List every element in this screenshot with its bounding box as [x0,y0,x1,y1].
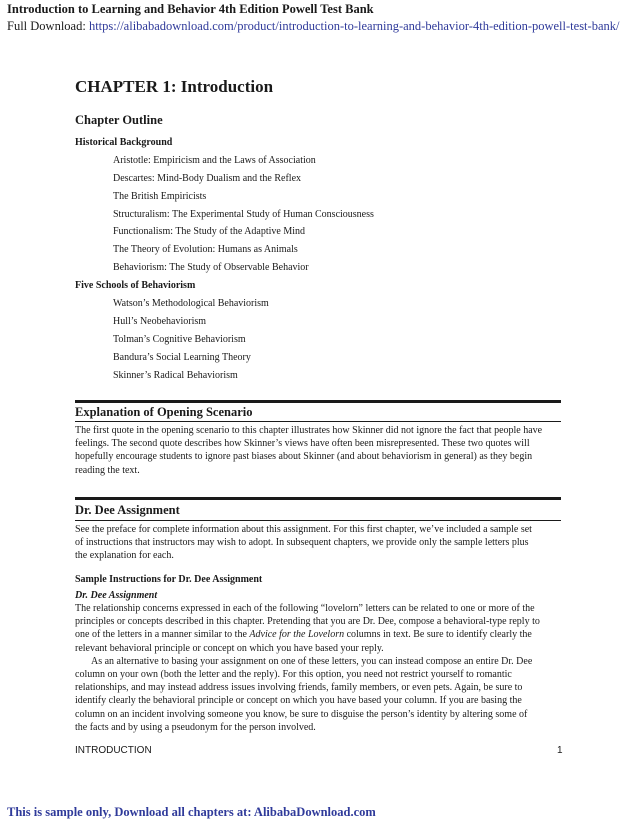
outline-item: The Theory of Evolution: Humans as Animals [113,244,298,255]
bottom-download-banner[interactable]: This is sample only, Download all chapters at: AlibabaDownload.com [7,805,376,819]
sample-instructions-heading: Sample Instructions for Dr. Dee Assignment [75,574,263,585]
section-rule-thin [75,421,561,422]
opening-paragraph [75,424,561,477]
assignment-subheading: Dr. Dee Assignment [75,590,158,601]
outline-item: Descartes: Mind-Body Dualism and the Reflex [113,173,302,184]
banner-title: Introduction to Learning and Behavior 4th Edition Powell Test Bank [7,2,374,16]
outline-section-schools: Five Schools of Behaviorism [75,280,196,291]
outline-item: Bandura’s Social Learning Theory [113,352,251,363]
text-line: The first quote in the opening scenario to this chapter illustrates how Skinner did not ignore the fact that people have [75,425,543,436]
outline-item: Behaviorism: The Study of Observable Behavior [113,262,309,273]
text-line: column on an incident involving someone you know, be sure to disguise the person’s identity by altering some of [75,708,528,720]
outline-heading: Chapter Outline [75,113,163,127]
text-line: the facts and by using a pseudonym for the person involved. [75,721,316,733]
outline-item: Functionalism: The Study of the Adaptive Mind [113,226,306,237]
text-line: reading the text. [75,464,140,476]
text-fragment: one of the letters in a manner similar to the [75,629,250,641]
text-line: The relationship concerns expressed in each of the following “lovelorn” letters can be related to one or more of the [75,603,535,614]
dee-body-paragraph [75,602,561,734]
text-line: relationships, and may instead address issues involving friends, family members, or even pets. Again, be sure to [75,682,523,694]
opening-heading: Explanation of Opening Scenario [75,405,253,419]
text-line: the explanation for each. [75,550,174,562]
outline-item: The British Empiricists [113,191,207,202]
text-line: relevant behavioral principle or concept on which you have based your reply. [75,642,384,654]
section-rule [75,497,561,500]
text-line: As an alternative to basing your assignment on one of these letters, you can instead compose an entire Dr. Dee [91,655,533,667]
footer-section-label: INTRODUCTION [75,745,152,756]
outline-section-historical: Historical Background [75,137,173,148]
outline-item: Tolman’s Cognitive Behaviorism [113,334,246,345]
banner-download [7,19,619,34]
text-line: of instructions that instructors may wish to adopt. In subsequent chapters, we provide only the sample letters plus [75,537,529,549]
download-link[interactable]: https://alibabadownload.com/product/introduction-to-learning-and-behavior-4th-edition-powell-test-bank/ [88,19,620,33]
outline-item: Skinner’s Radical Behaviorism [113,370,238,381]
text-fragment: columns in text. Be sure to identify clearly the [344,629,532,641]
text-line: feelings. The second quote describes how Skinner’s views have often been misrepresented. These two quotes will [75,438,530,450]
section-rule [75,400,561,403]
chapter-title: CHAPTER 1: Introduction [75,77,274,96]
text-line: hopefully encourage students to ignore past biases about Skinner (and about behaviorism in general) as they begin [75,451,533,463]
section-rule-thin [75,520,561,521]
outline-item: Aristotle: Empiricism and the Laws of Association [113,155,316,166]
outline-item: Structuralism: The Experimental Study of Human Consciousness [113,209,374,220]
text-line: See the preface for complete information about this assignment. For this first chapter, we’ve included a sample set [75,524,532,535]
text-line: column on your own (both the letter and the reply). For this option, you need not restrict yourself to romantic [75,669,512,681]
page-number: 1 [557,745,563,756]
text-line-with-italic [75,628,561,641]
dee-intro-paragraph [75,523,561,563]
text-line: principles or concepts described in this chapter. Pretending that you are Dr. Dee, compose a behavioral-type reply to [75,616,540,628]
outline-item: Watson’s Methodological Behaviorism [113,298,269,309]
outline-item: Hull’s Neobehaviorism [113,316,207,327]
text-line: identify clearly the behavioral principle or concept on which you have based your column. If you are basing the [75,695,522,707]
download-label: Full Download: [7,19,89,33]
italic-title: Advice for the Lovelorn [249,629,345,641]
dee-heading: Dr. Dee Assignment [75,503,180,517]
